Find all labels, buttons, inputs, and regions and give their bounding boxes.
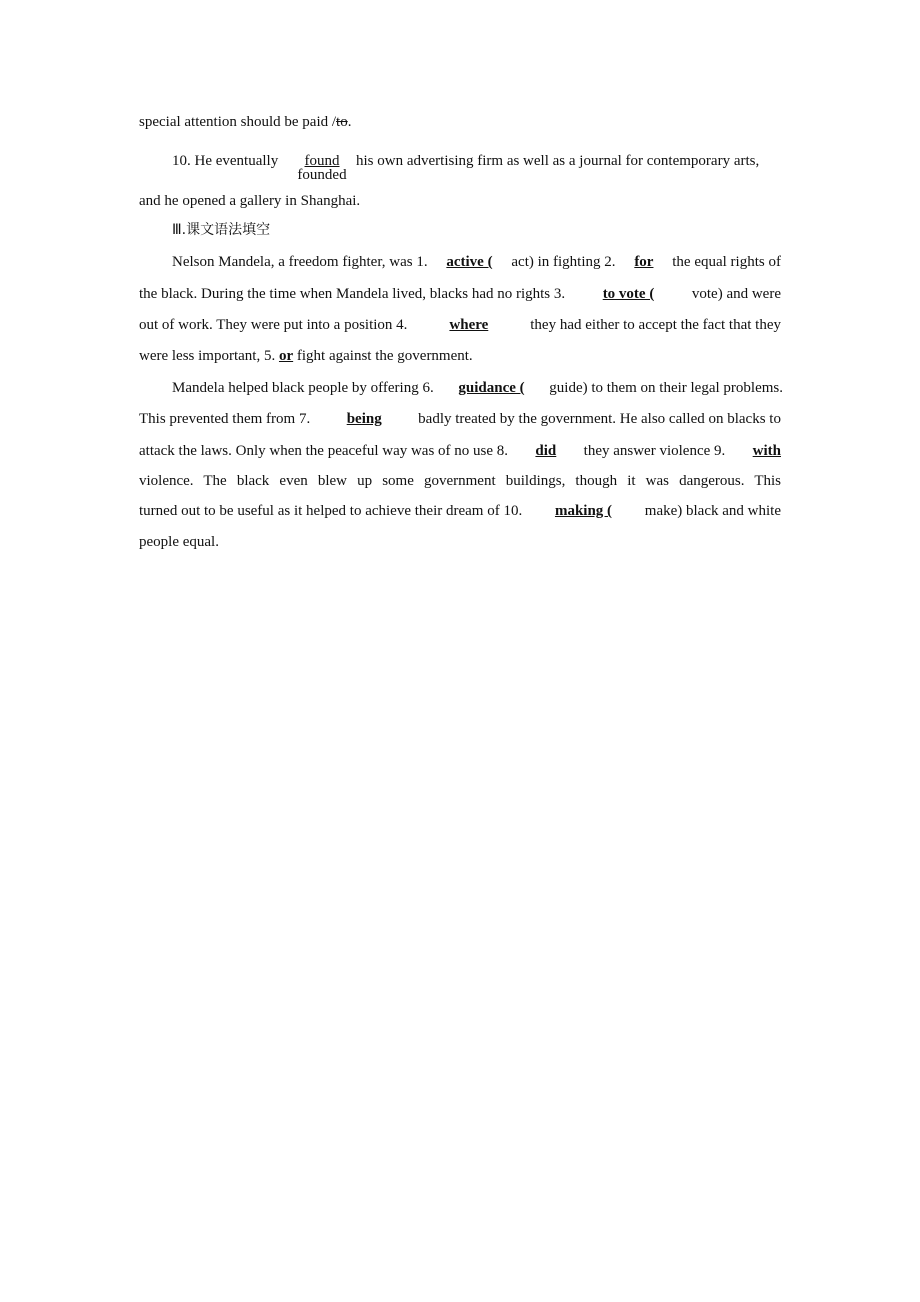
q10-lead: 10. He eventually bbox=[172, 153, 279, 169]
p2-l1-text-1: Mandela helped black people by offering 6. bbox=[172, 380, 434, 396]
p1-l4-text-2: fight against the government. bbox=[296, 348, 473, 364]
answer-9: with bbox=[752, 443, 781, 459]
p2-l2-text-1: This prevented them from 7. bbox=[139, 411, 311, 427]
answer-8: did bbox=[535, 443, 557, 459]
p1-l4-text-1: were less important, 5. bbox=[139, 348, 276, 364]
p2-line-4: violence. The black even blew up some government buildings, though it was dangerous. This bbox=[139, 473, 781, 489]
p2-l5-text-1: turned out to be useful as it helped to achieve their dream of 10. bbox=[139, 503, 523, 519]
answer-5: or bbox=[278, 348, 294, 364]
p1-l3-text-2: they had either to accept the fact that they bbox=[530, 317, 781, 333]
q10-original-word: found bbox=[304, 153, 340, 169]
q10-rest: his own advertising firm as well as a journal for contemporary arts, bbox=[356, 153, 760, 169]
p2-line-3 bbox=[139, 441, 781, 461]
p2-l1-text-2: guide) to them on their legal problems. bbox=[549, 380, 783, 396]
answer-2: for bbox=[634, 254, 654, 270]
prev-item-line bbox=[139, 112, 351, 132]
prev-item-end: . bbox=[347, 114, 352, 130]
answer-4: where bbox=[449, 317, 489, 333]
p1-l1-text-2: act) in fighting 2. bbox=[511, 254, 616, 270]
p1-line-1 bbox=[172, 252, 781, 272]
p1-l1-text-3: the equal rights of bbox=[672, 254, 781, 270]
prev-item-struck-word: to bbox=[336, 114, 348, 130]
p1-line-2 bbox=[139, 284, 781, 304]
q10-corrected-word: founded bbox=[297, 167, 347, 183]
p2-line-2 bbox=[139, 409, 781, 429]
section-3-heading: Ⅲ.课文语法填空 bbox=[172, 222, 271, 238]
p1-l3-text-1: out of work. They were put into a position 4. bbox=[139, 317, 408, 333]
p1-l2-text-1: the black. During the time when Mandela lived, blacks had no rights 3. bbox=[139, 286, 566, 302]
answer-10: making ( bbox=[554, 503, 613, 519]
q10-continuation: and he opened a gallery in Shanghai. bbox=[139, 193, 361, 209]
answer-6: guidance ( bbox=[458, 380, 525, 396]
p1-line-3 bbox=[139, 315, 781, 335]
p2-l3-text-1: attack the laws. Only when the peaceful way was of no use 8. bbox=[139, 443, 509, 459]
p2-line-6: people equal. bbox=[139, 534, 219, 550]
p1-l2-text-2: vote) and were bbox=[691, 286, 781, 302]
p1-l1-text-1: Nelson Mandela, a freedom fighter, was 1. bbox=[172, 254, 428, 270]
p2-l5-text-2: make) black and white bbox=[644, 503, 781, 519]
p1-line-4 bbox=[139, 346, 473, 366]
answer-7: being bbox=[346, 411, 382, 427]
answer-1: active ( bbox=[446, 254, 493, 270]
q10-correction-stack bbox=[292, 154, 352, 182]
p2-l3-text-2: they answer violence 9. bbox=[583, 443, 726, 459]
p2-l2-text-2: badly treated by the government. He also called on blacks to bbox=[418, 411, 781, 427]
prev-item-text: special attention should be paid / bbox=[139, 114, 337, 130]
p2-line-5 bbox=[139, 501, 781, 521]
p2-line-1 bbox=[172, 378, 783, 398]
answer-3: to vote ( bbox=[602, 286, 655, 302]
